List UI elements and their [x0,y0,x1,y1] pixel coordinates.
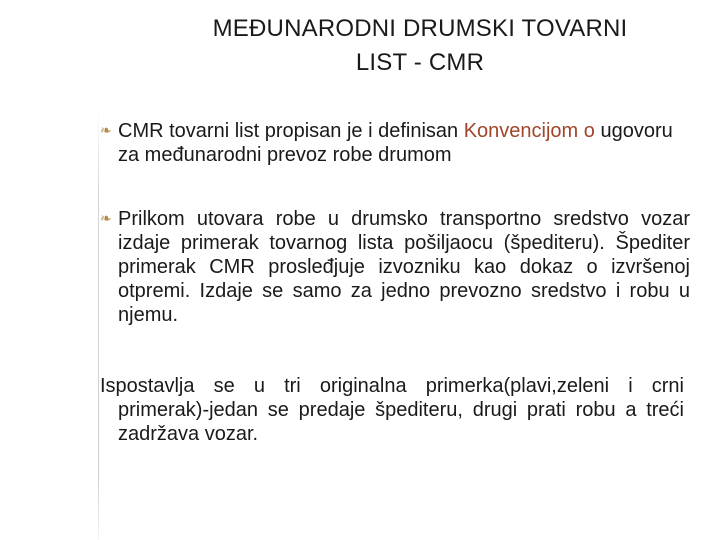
bullet-1-text: CMR tovarni list propisan je i definisan [118,120,464,142]
bullet-marker-icon: ❧ [100,122,112,138]
bullet-marker-icon: ❧ [100,210,112,226]
slide-title [140,12,700,80]
bullet-2-text: Prilkom utovara robe u drumsko transportno sredstvo vozar izdaje primerak tovarnog lista pošiljaocu (špediteru). Špediter primerak CMR prosleđjuje izvozniku kao dokaz o izvršenoj otpremi. Izdaje se samo za jedno prevozno sredstvo i robu u njemu. [118,208,690,326]
bullet-item-cmr-definition [100,118,696,167]
bullet-1-highlight: Konvencijom o [463,120,595,142]
slide-title-line-2: LIST - CMR [355,49,485,76]
bullet-item-copies [100,374,684,446]
slide-title-line-1: MEĐUNARODNI DRUMSKI TOVARNI [212,15,628,42]
decorative-vertical-rule [98,108,99,540]
bullet-item-loading [100,206,690,327]
bullet-1-text-after: ugovoru za međunarodni prevoz robe drumom [118,120,673,166]
bullet-3-text: Ispostavlja se u tri originalna primerka(plavi,zeleni i crni primerak)-jedan se predaje špediteru, drugi prati robu a treći zadržava vozar. [100,375,684,445]
